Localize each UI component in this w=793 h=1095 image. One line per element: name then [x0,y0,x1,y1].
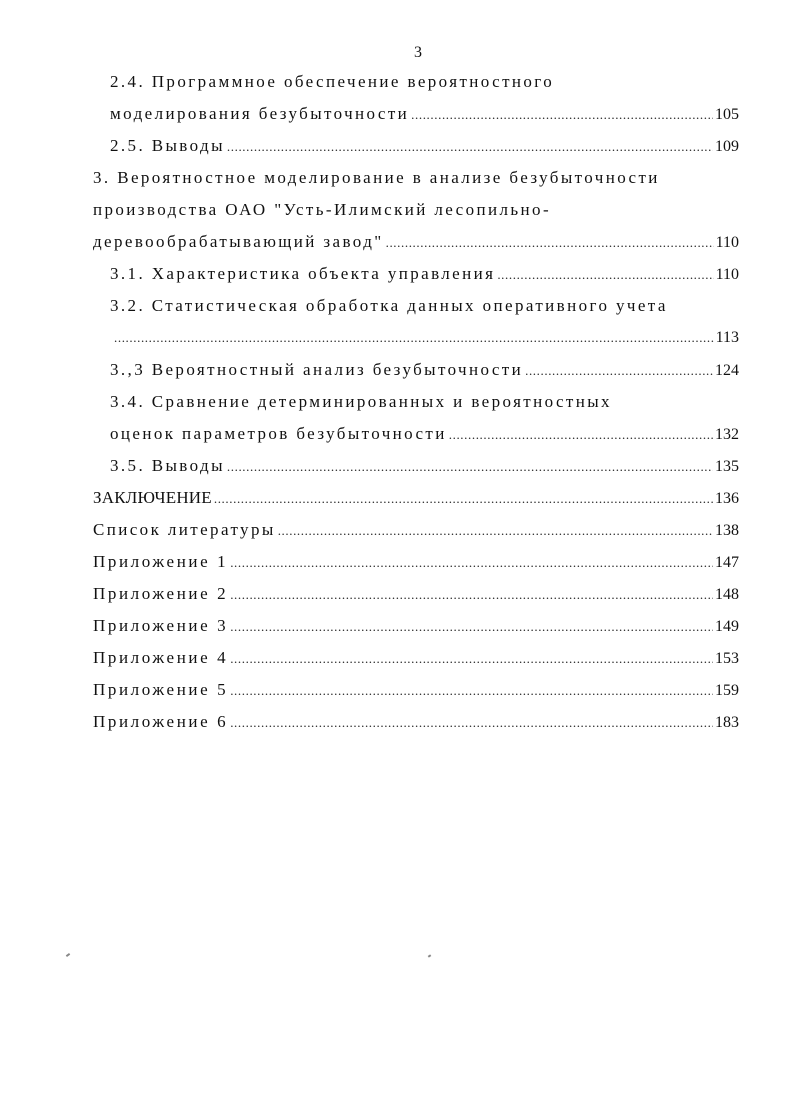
toc-entry-text: Приложение 1 [93,552,229,571]
toc-entry-2-4-line1 [110,69,554,95]
toc-leader-dots [230,646,713,672]
toc-entry-appendix-4 [93,645,739,671]
toc-page-number: 183 [715,714,739,731]
toc-leader-dots [230,678,713,704]
toc-leader-dots [227,454,713,480]
toc-entry-appendix-1 [93,549,739,575]
toc-leader-dots [449,422,713,448]
toc-entry-2-4-line2 [110,101,739,127]
toc-entry-appendix-2 [93,581,739,607]
toc-page-number: 147 [715,554,739,571]
toc-page-number: 132 [715,426,739,443]
toc-entry-3-line3 [93,229,739,255]
toc-entry-3-2-line1 [110,293,668,319]
toc-entry-text: 3.5. Выводы [110,456,225,475]
toc-leader-dots [230,614,713,640]
toc-entry-text: Приложение 6 [93,712,229,731]
toc-entry-appendix-3 [93,613,739,639]
toc-page-number: 110 [715,234,739,251]
toc-page-number: 159 [715,682,739,699]
toc-entry-text: Приложение 4 [93,648,229,667]
toc-page-number: 148 [715,586,739,603]
toc-leader-dots [227,134,713,160]
toc-entry-text: Приложение 5 [93,680,229,699]
toc-leader-dots [230,582,713,608]
toc-entry-3-1 [110,261,739,287]
page-number: 3 [414,44,422,61]
scan-speck [428,954,432,957]
toc-entry-3-line2 [93,197,551,223]
toc-leader-dots [230,710,713,736]
toc-entry-3-line1 [93,165,660,191]
toc-entry-text: Список литературы [93,520,276,539]
toc-page-number: 105 [715,106,739,123]
toc-entry-text: 3.1. Характеристика объекта управления [110,264,496,283]
toc-page-number: 135 [715,458,739,475]
toc-entry-conclusion [93,485,739,511]
toc-entry-text: 2.4. Программное обеспечение вероятностного [110,72,555,91]
toc-page-number: 124 [715,362,739,379]
toc-entry-3-4-line1 [110,389,612,415]
toc-entry-3-5 [110,453,739,479]
toc-leader-dots [114,325,714,351]
toc-leader-dots [278,518,713,544]
toc-entry-appendix-5 [93,677,739,703]
toc-entry-2-5 [110,133,739,159]
toc-leader-dots [411,102,713,128]
toc-entry-appendix-6 [93,709,739,735]
toc-page-number: 149 [715,618,739,635]
toc-leader-dots [525,358,713,384]
toc-page-number: 153 [715,650,739,667]
toc-entry-text: Приложение 2 [93,584,229,603]
toc-entry-text: моделирования безубыточности [110,104,410,123]
toc-entry-text: Приложение 3 [93,616,229,635]
toc-page-number: 113 [715,329,739,346]
toc-page-number: 110 [715,266,739,283]
toc-leader-dots [214,486,713,512]
toc-entry-text: 3.2. Статистическая обработка данных оперативного учета [110,296,668,315]
toc-entry-text: ЗАКЛЮЧЕНИЕ [93,488,212,507]
toc-entry-references [93,517,739,543]
toc-entry-text: производства ОАО "Усть-Илимский лесопильно- [93,200,552,219]
toc-entry-text: деревообрабатывающий завод" [93,232,384,251]
toc-entry-3-3 [110,357,739,383]
toc-entry-3-2-line2 [112,325,739,351]
scan-speck [66,953,70,957]
toc-entry-text: 3. Вероятностное моделирование в анализе безубыточности [93,168,660,187]
toc-entry-text: 3.4. Сравнение детерминированных и вероятностных [110,392,612,411]
toc-page-number: 136 [715,490,739,507]
toc-entry-text: 3.,3 Вероятностный анализ безубыточности [110,360,524,379]
toc-entry-3-4-line2 [110,421,739,447]
toc-leader-dots [386,230,714,256]
toc-leader-dots [497,262,713,288]
toc-leader-dots [230,550,713,576]
toc-entry-text: 2.5. Выводы [110,136,225,155]
toc-page-number: 109 [715,138,739,155]
toc-page-number: 138 [715,522,739,539]
toc-entry-text: оценок параметров безубыточности [110,424,447,443]
